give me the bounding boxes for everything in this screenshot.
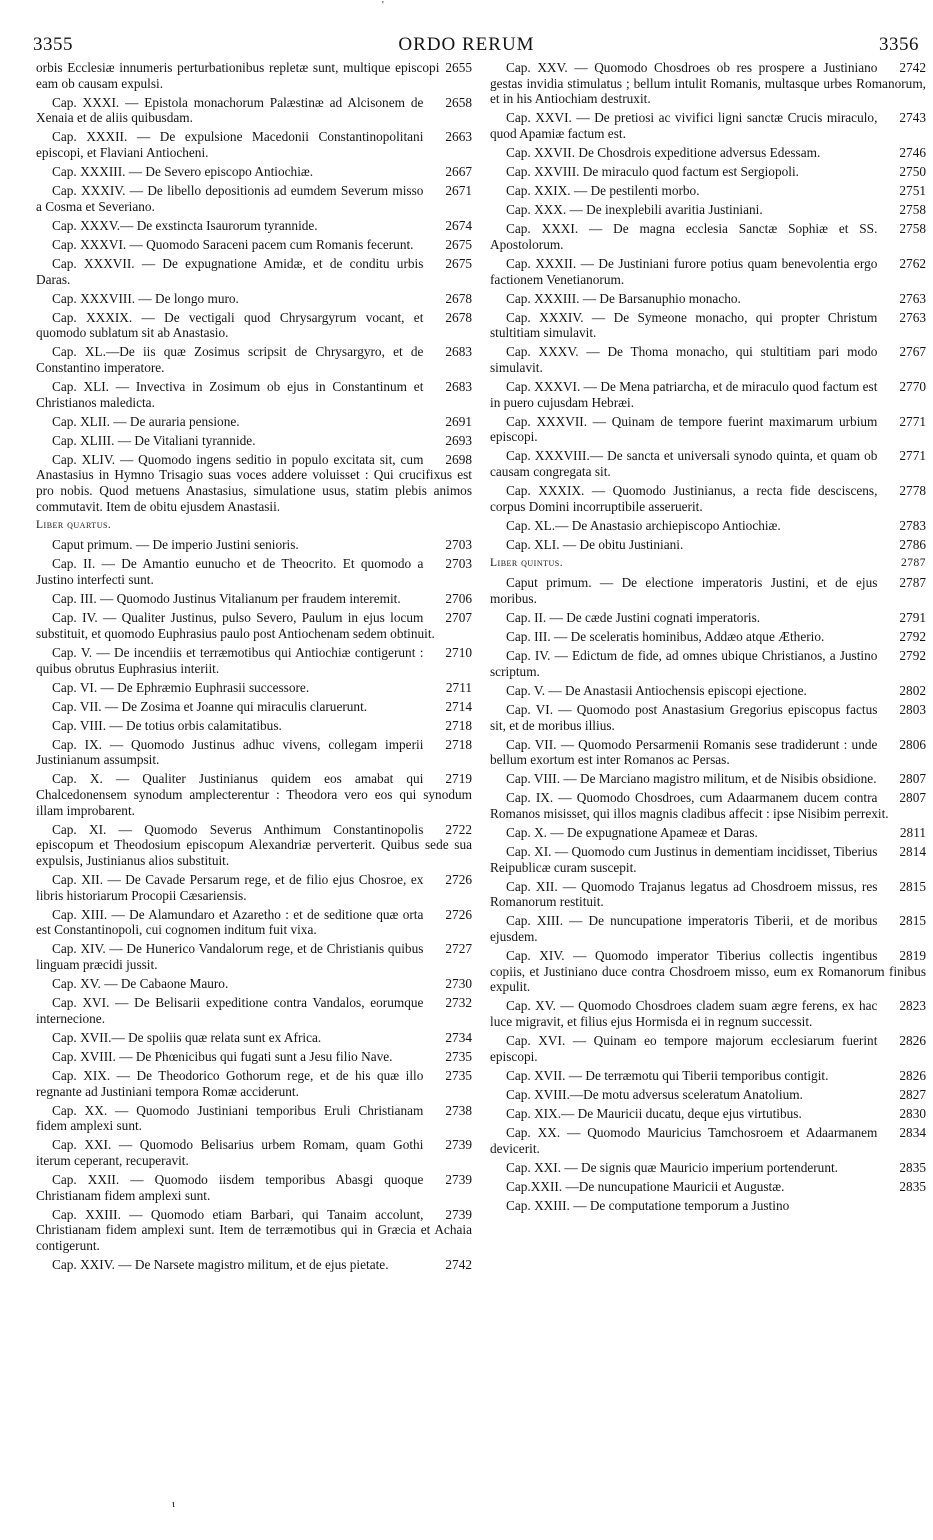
page-reference: 2707 [445,610,472,626]
entry-text: Cap. IV. — Edictum de fide, ad omnes ubique Christianos, a Justino scriptum. [490,648,878,679]
toc-entry [36,310,472,341]
toc-entry [36,164,472,180]
entry-text: Cap.XXII. —De nuncupatione Mauricii et Augustæ. [506,1178,785,1194]
page-reference: 2771 [899,448,926,464]
book-heading [36,518,472,534]
page-reference: 2763 [899,290,926,306]
toc-entry [490,629,926,645]
entry-text: Cap. VIII. — De totius orbis calamitatibus. [52,717,282,733]
page-reference: 2710 [445,644,472,660]
toc-entry [36,737,472,768]
toc-entry [36,822,472,869]
toc-entry [36,95,472,126]
entry-text: Cap. XXXII. — De Justiniani furore potius quam benevolentia ergo factionem Venetianorum. [490,255,878,287]
page-reference: 2792 [899,648,926,664]
toc-entry [490,610,926,626]
page-reference: 2718 [445,736,472,752]
entry-text: Cap. XXXVII. — Quinam de tempore fuerint maximarum urbium episcopi. [490,413,878,445]
page-reference: 2739 [445,1206,472,1222]
page-reference: 2771 [899,413,926,429]
entry-text: Cap. XVIII.—De motu adversus sceleratum Anatolium. [506,1086,803,1102]
entry-text: Cap. XL.—De iis quæ Zosimus scripsit de Chrysargyro, et de Constantino imperatore. [36,344,424,375]
page-reference: 2683 [445,344,472,360]
page-reference: 2718 [445,717,472,733]
toc-entry [490,648,926,679]
entry-text: Cap. XXIX. — De pestilenti morbo. [506,183,700,199]
book-heading [490,556,926,572]
page-reference: 2834 [899,1124,926,1140]
page-reference: 2658 [445,94,472,110]
toc-entry [36,237,472,253]
page-reference: 2663 [445,129,472,145]
entry-text: Cap. XVI. — De Belisarii expeditione contra Vandalos, eorumque internecione. [36,995,424,1026]
toc-entry [490,202,926,218]
page-reference: 2674 [445,217,472,233]
page-reference: 2671 [445,183,472,199]
page-reference: 2675 [445,236,472,252]
page-reference: 2678 [445,309,472,325]
entry-text: Cap. III. — Quomodo Justinus Vitalianum per fraudem interemit. [52,591,401,607]
entry-text: Cap. XXXVII. — De expugnatione Amidæ, et de conditu urbis Daras. [36,255,424,287]
toc-entry [36,344,472,375]
page-reference: 2698 [445,451,472,467]
page-reference: 2735 [445,1048,472,1064]
page-reference: 2826 [899,1067,926,1083]
entry-text: orbis Ecclesiæ innumeris perturbationibus repletæ sunt, multique episcopi eam ob causam expulsi. [36,60,440,91]
entry-text: Cap. XVII. — De terræmotu qui Tiberii temporibus contigit. [506,1067,829,1083]
page-reference: 2703 [445,556,472,572]
entry-text: Cap. XIII. — De Alamundaro et Azaretho : et de seditione quæ orta est Constantinopoli, cui cognomen inditum fuit vixa. [36,906,424,938]
toc-entry [490,256,926,287]
page-reference: 2703 [445,537,472,553]
entry-text: Cap. VI. — De Ephræmio Euphrasii successore. [52,679,310,695]
entry-text: Cap. XXX. — De inexplebili avaritia Justiniani. [506,202,763,218]
page-reference: 2792 [899,629,926,645]
toc-entry [490,1087,926,1103]
toc-entry [36,610,472,641]
page-reference: 2735 [445,1067,472,1083]
toc-entry [490,948,926,995]
toc-entry [490,1106,926,1122]
page-reference: 2787 [899,575,926,591]
toc-entry [490,1068,926,1084]
page-reference: 2770 [899,378,926,394]
page-reference: 2791 [899,610,926,626]
page-reference: 2811 [899,824,926,840]
toc-entry [36,183,472,214]
entry-text: Cap. XV. — De Cabaone Mauro. [52,976,229,992]
entry-text: Cap. X. — Qualiter Justinianus quidem eos amabat qui Chalcedonensem synodum amplecterentur : Theodora vero eos qui synodum illam improbarent. [36,771,472,818]
toc-entry [490,183,926,199]
toc-entry [36,291,472,307]
entry-text: Cap. IX. — Quomodo Justinus adhuc vivens, collegam imperii Justinianum assumpsit. [36,736,424,768]
entry-text: Cap. VII. — Quomodo Persarmenii Romanis sese tradiderunt : unde bellum exortum est inter Romanos ac Persas. [490,736,878,768]
toc-entry [36,218,472,234]
page-reference: 2750 [899,164,926,180]
entry-text: Cap. XXII. — Quomodo iisdem temporibus Abasgi quoque Christianam fidem amplexi sunt. [36,1171,424,1203]
toc-entry [490,575,926,606]
entry-text: Liber quartus. [36,518,112,531]
page-reference: 2743 [899,110,926,126]
entry-text: Cap. V. — De Anastasii Antiochensis episcopi ejectione. [506,682,807,698]
page-reference: 2706 [445,591,472,607]
page-reference: 2719 [445,771,472,787]
toc-entry [36,645,472,676]
entry-text: Cap. XXXI. — Epistola monachorum Palæstinæ ad Alcisonem de Xenaia et de aliis quibusdam. [36,94,424,126]
toc-entry [490,1160,926,1176]
toc-entry [36,556,472,587]
entry-text: Cap. XXXII. — De expulsione Macedonii Constantinopolitani episcopi, et Flaviani Antiocheni. [36,129,424,161]
page-reference: 2655 [445,60,472,75]
page-reference: 2691 [445,413,472,429]
toc-entry [36,1207,472,1254]
entry-text: Cap. XXXV.— De exstincta Isaurorum tyrannide. [52,217,318,233]
toc-entry [490,344,926,375]
entry-text: Cap. XX. — Quomodo Mauricius Tamchosroem et Adaarmanem devicerit. [490,1124,878,1156]
page-reference: 2726 [445,872,472,888]
toc-entry [490,737,926,768]
entry-text: Caput primum. — De electione imperatoris Justini, et de ejus moribus. [490,575,878,607]
entry-text: Cap. II. — De Amantio eunucho et de Theocrito. Et quomodo a Justino interfecti sunt. [36,556,424,588]
toc-entry [490,1125,926,1156]
entry-text: Cap. XXXI. — De magna ecclesia Sanctæ Sophiæ et SS. Apostolorum. [490,221,878,252]
entry-text: Cap. XIX. — De Theodorico Gothorum rege, et de his quæ illo regnante ad Justiniani tempora Romæ acciderunt. [36,1067,424,1099]
toc-entry [36,129,472,160]
toc-entry [36,872,472,903]
toc-entry [490,145,926,161]
page-reference: 2807 [899,771,926,787]
entry-text: Cap. XXXIX. — Quomodo Justinianus, a recta fide desciscens, corpus Domini incorruptibile asseruerit. [490,483,878,514]
entry-text: Cap. XXXVIII.— De sancta et universali synodo quinta, et quam ob causam congregata sit. [490,448,878,480]
page-reference: 2751 [899,183,926,199]
toc-entry [36,995,472,1026]
page-reference: 2693 [445,432,472,448]
entry-text: Cap. III. — De sceleratis hominibus, Addæo atque Ætherio. [506,629,825,645]
toc-entry [490,790,926,821]
toc-entry [490,1198,926,1214]
page-reference: 2807 [899,790,926,806]
page-reference: 2815 [899,878,926,894]
entry-text: Cap. XIV. — De Hunerico Vandalorum rege, et de Christianis quibus linguam præcidi jussit. [36,941,424,973]
toc-entry [490,998,926,1029]
top-tick-mark: ' [382,0,384,11]
entry-text: Cap. XIX.— De Mauricii ducatu, deque ejus virtutibus. [506,1105,802,1121]
toc-entry [36,976,472,992]
toc-entry [36,1030,472,1046]
entry-text: Cap. XXVI. — De pretiosi ac vivifici ligni sanctæ Crucis miraculo, quod Apamiæ factum est. [490,110,878,142]
entry-text: Cap. XVIII. — De Phœnicibus qui fugati sunt a Jesu filio Nave. [52,1048,393,1064]
page-reference: 2787 [901,556,926,569]
toc-entry [490,164,926,180]
entry-text: Cap. VII. — De Zosima et Joanne qui miraculis claruerunt. [52,698,368,714]
page-reference: 2739 [445,1137,472,1153]
toc-entry [36,907,472,938]
toc-entry [490,60,926,107]
page-reference: 2738 [445,1102,472,1118]
page-reference: 2734 [445,1029,472,1045]
page-reference: 2763 [899,309,926,325]
entry-text: Cap. XXIII. — De computatione temporum a Justino [506,1197,790,1213]
page-reference: 2758 [899,202,926,218]
page-reference: 2827 [899,1086,926,1102]
entry-text: Cap. V. — De incendiis et terræmotibus qui Antiochiæ contigerunt : quibus obrutus Euphrasius interiit. [36,644,424,676]
entry-text: Cap. XI. — Quomodo Severus Anthimum Constantinopolis episcopum et Theodosium episcopum Alexandriæ perverterit. Quibus sede sua expulsis, Justinianus alios substituit. [36,821,472,869]
page-reference: 2667 [445,164,472,180]
page-reference: 2767 [899,344,926,360]
toc-entry [490,702,926,733]
page-reference: 2742 [899,60,926,75]
running-title: ORDO RERUM [398,34,535,55]
page-reference: 2778 [899,483,926,499]
toc-entry [490,683,926,699]
entry-text: Cap. XLI. — Invectiva in Zosimum ob ejus in Constantinum et Christianos maledicta. [36,378,424,410]
page-reference: 2830 [899,1105,926,1121]
page-reference: 2819 [899,948,926,964]
page-reference: 2835 [899,1178,926,1194]
page-reference: 2815 [899,913,926,929]
entry-text: Cap. XIV. — Quomodo imperator Tiberius collectis ingentibus copiis, et Justiniano duce contra Chosdroem misso, eum ex Romanorum finibus expulit. [490,948,926,995]
page-reference: 2739 [445,1171,472,1187]
stray-mark: ι [172,1498,175,1510]
page-reference: 2732 [445,995,472,1011]
toc-entry [490,879,926,910]
entry-text: Cap. XLI. — De obitu Justiniani. [506,536,684,552]
entry-text: Cap. XXVIII. De miraculo quod factum est Sergiopoli. [506,164,799,180]
toc-entry [36,680,472,696]
page-reference: 2683 [445,378,472,394]
page-reference: 2758 [899,221,926,237]
toc-entry [36,452,472,515]
entry-text: Cap. XLIV. — Quomodo ingens seditio in populo excitata sit, cum Anastasius in Hymno Trisagio suas voces addere voluisset : Qui crucifixus est pro nobis. Quod metuens Anastasius, simulatione usus, statim plebis animos commutavit. Item de obitu ejusdem Anastasii. [36,451,472,514]
page-reference: 2762 [899,255,926,271]
entry-text: Cap. XXXIV. — De libello depositionis ad eumdem Severum misso a Cosma et Severiano. [36,183,424,214]
entry-text: Cap. XXV. — Quomodo Chosdroes ob res prospere a Justiniano gestas invidia stimulatus ; bellum intulit Romanis, multasque urbes Romanorum, et in his Antiochiam destruxit. [490,60,926,107]
entry-text: Cap. XXXVIII. — De longo muro. [52,290,239,306]
entry-text: Cap. XII. — De Cavade Persarum rege, et de filio ejus Chosroe, ex libris historiarum Procopii Cæsariensis. [36,872,424,903]
left-column-number: 3355 [33,34,73,55]
entry-text: Cap. XXXVI. — De Mena patriarcha, et de miraculo quod factum est in puero cujusdam Hebræi. [490,378,878,410]
entry-text: Cap. XXXIII. — De Barsanuphio monacho. [506,290,741,306]
entry-text: Liber quintus. [490,556,564,569]
toc-entry [36,1068,472,1099]
toc-entry [36,771,472,818]
entry-text: Caput primum. — De imperio Justini senioris. [52,537,299,553]
page-reference: 2726 [445,906,472,922]
entry-text: Cap. XXXVI. — Quomodo Saraceni pacem cum Romanis fecerunt. [52,236,414,252]
page-reference: 2714 [445,698,472,714]
toc-entry [490,414,926,445]
toc-entry [490,537,926,553]
entry-text: Cap. X. — De expugnatione Apameæ et Daras. [506,824,758,840]
toc-entry [36,1172,472,1203]
page-header [0,34,933,60]
toc-entry [36,1103,472,1134]
page-reference: 2835 [899,1159,926,1175]
entry-text: Cap. VI. — Quomodo post Anastasium Gregorius episcopus factus sit, et de moribus illius. [490,701,878,733]
page-reference: 2826 [899,1033,926,1049]
toc-entry [490,379,926,410]
page-reference: 2722 [445,821,472,837]
toc-entry [490,310,926,341]
toc-entry [490,825,926,841]
page-reference: 2678 [445,290,472,306]
entry-text: Cap. IX. — Quomodo Chosdroes, cum Adaarmanem ducem contra Romanos misisset, qui illos magnis cladibus affecit : ipse Nisibim perrexit. [490,790,889,821]
toc-entry [490,1033,926,1064]
page-reference: 2711 [445,679,472,695]
entry-text: Cap. XVII.— De spoliis quæ relata sunt ex Africa. [52,1029,322,1045]
toc-entry [36,1137,472,1168]
entry-text: Cap. XI. — Quomodo cum Justinus in dementiam incidisset, Tiberius Reipublicæ curam suscepit. [490,843,878,875]
page-reference: 2730 [445,976,472,992]
toc-entry [490,771,926,787]
entry-text: Cap. XXXIX. — De vectigali quod Chrysargyrum vocant, et quomodo sublatum sit ab Anastasio. [36,309,424,341]
toc-entry [36,256,472,287]
entry-text: Cap. XXVII. De Chosdrois expeditione adversus Edessam. [506,145,821,161]
entry-text: Cap. XX. — Quomodo Justiniani temporibus Eruli Christianam fidem amplexi sunt. [36,1102,424,1134]
entry-text: Cap. VIII. — De Marciano magistro militum, et de Nisibis obsidione. [506,771,877,787]
page-reference: 2783 [899,517,926,533]
entry-text: Cap. XLIII. — De Vitaliani tyrannide. [52,432,256,448]
entry-text: Cap. XXI. — Quomodo Belisarius urbem Romam, quam Gothi iterum ceperant, recuperavit. [36,1137,424,1168]
entry-text: Cap. XXXV. — De Thoma monacho, qui stultitiam pari modo simulavit. [490,344,878,375]
page-reference: 2742 [445,1257,472,1273]
toc-entry [36,414,472,430]
entry-text: Cap. XXIV. — De Narsete magistro militum, et de ejus pietate. [52,1257,389,1273]
page-reference: 2727 [445,941,472,957]
toc-entry [490,518,926,534]
page-reference: 2814 [899,843,926,859]
toc-entry [36,699,472,715]
entry-text: Cap. XXI. — De signis quæ Mauricio imperium portenderunt. [506,1159,839,1175]
page-reference: 2786 [899,536,926,552]
toc-entry [36,718,472,734]
toc-entry [36,1257,472,1273]
toc-entry [36,1049,472,1065]
entry-text: Cap. XXXIV. — De Symeone monacho, qui propter Christum stultitiam simulavit. [490,309,878,341]
toc-entry [490,913,926,944]
toc-entry [490,110,926,141]
page-reference: 2746 [899,145,926,161]
right-column-number: 3356 [879,34,919,55]
toc-entry [490,844,926,875]
toc-entry [36,537,472,553]
toc-entry [36,433,472,449]
toc-entry [490,483,926,514]
entry-text: Cap. XLII. — De auraria pensione. [52,413,240,429]
toc-entry [490,221,926,252]
entry-text: Cap. II. — De cæde Justini cognati imperatoris. [506,610,761,626]
toc-entry [36,60,472,91]
entry-text: Cap. XVI. — Quinam eo tempore majorum ecclesiarum fuerint episcopi. [490,1033,878,1064]
toc-entry [490,1179,926,1195]
entry-text: Cap. XIII. — De nuncupatione imperatoris Tiberii, et de moribus ejusdem. [490,913,878,945]
entry-text: Cap. IV. — Qualiter Justinus, pulso Severo, Paulum in ejus locum substituit, et quomodo Euphrasius paulo post Antiochenam sedem obtinuit. [36,610,435,641]
toc-entry [36,941,472,972]
entry-text: Cap. XV. — Quomodo Chosdroes cladem suam ægre ferens, ex hac luce migravit, et filius ejus Hormisda ei in regnum successit. [490,998,878,1030]
page-reference: 2803 [899,701,926,717]
entry-text: Cap. XXIII. — Quomodo etiam Barbari, qui Tanaim accolunt, Christianam fidem amplexi sunt. Item de terræmotibus qui in Græcia et Achaia contigerunt. [36,1206,472,1254]
entry-text: Cap. XL.— De Anastasio archiepiscopo Antiochiæ. [506,517,781,533]
toc-entry [36,379,472,410]
entry-text: Cap. XII. — Quomodo Trajanus legatus ad Chosdroem missus, res Romanorum restituit. [490,878,878,910]
page-reference: 2675 [445,255,472,271]
page-reference: 2802 [899,682,926,698]
toc-entry [490,291,926,307]
toc-entry [490,448,926,479]
page-reference: 2806 [899,736,926,752]
entry-text: Cap. XXXIII. — De Severo episcopo Antiochiæ. [52,164,314,180]
left-column [36,60,472,1276]
right-column [490,60,926,1217]
toc-entry [36,591,472,607]
page-reference: 2823 [899,998,926,1014]
